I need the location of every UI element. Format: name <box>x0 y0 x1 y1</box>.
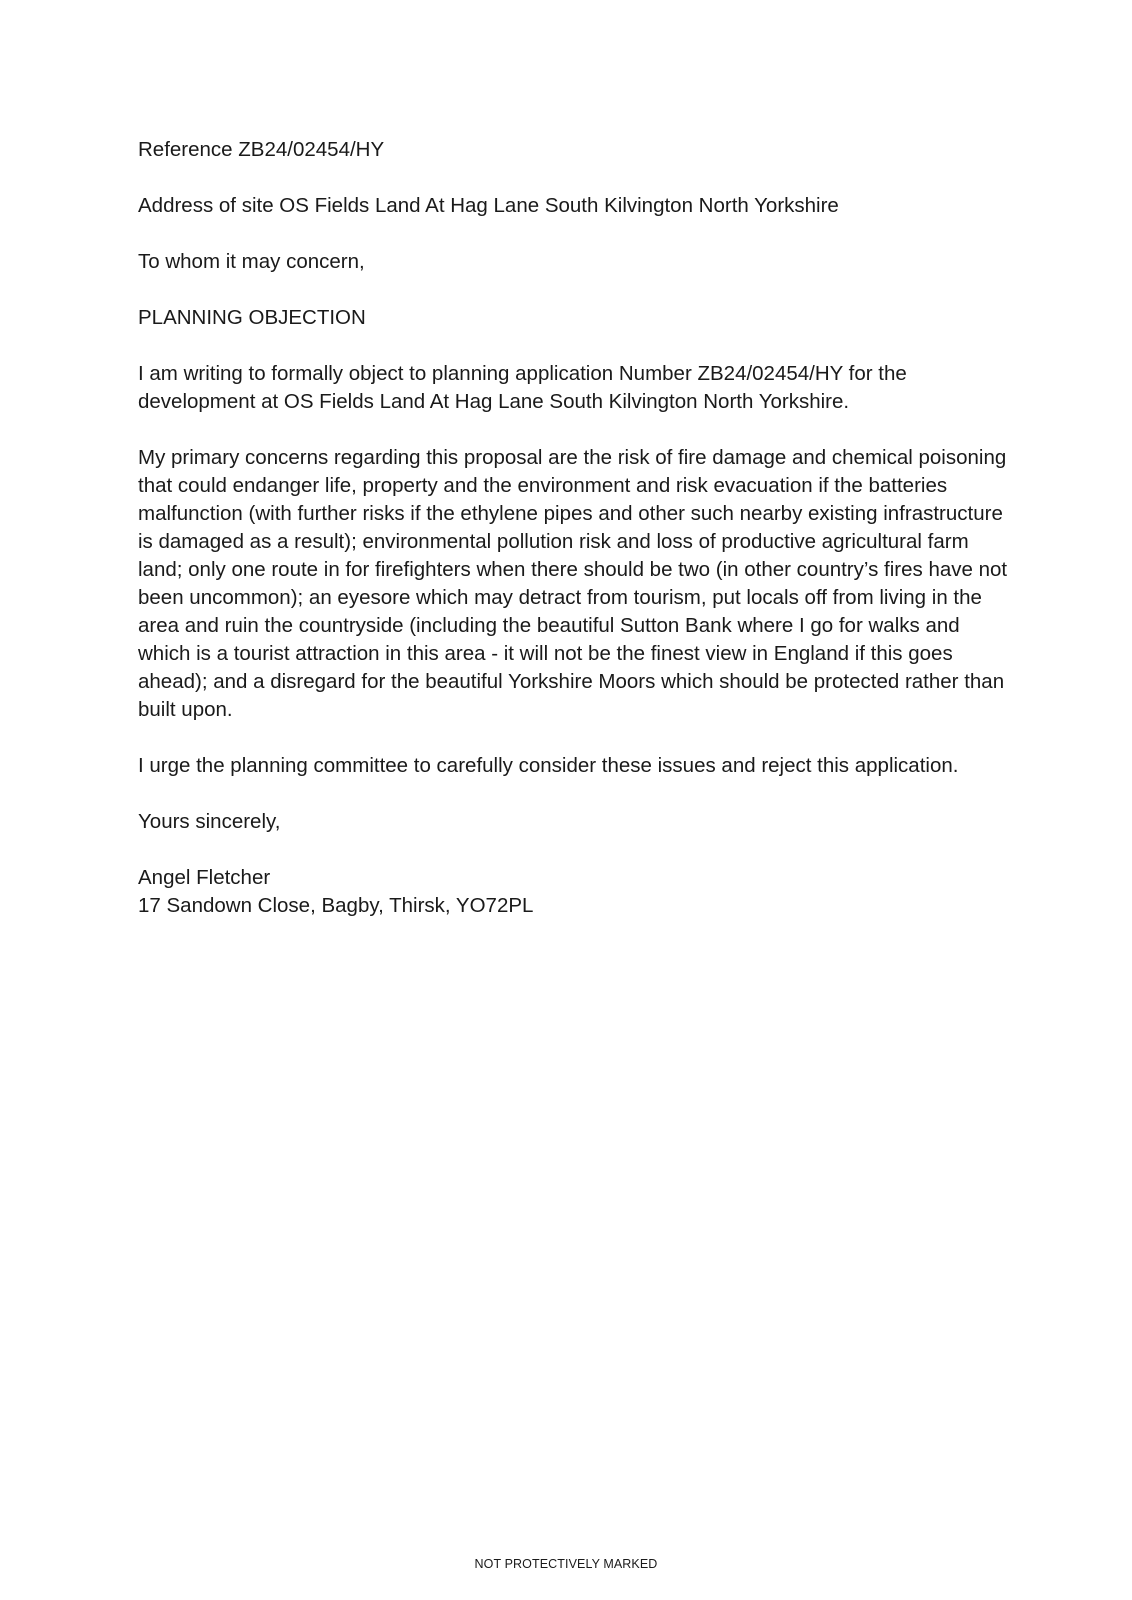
site-address-line: Address of site OS Fields Land At Hag Lane South Kilvington North Yorkshire <box>138 194 839 217</box>
signatory-address: 17 Sandown Close, Bagby, Thirsk, YO72PL <box>138 894 534 917</box>
letter-heading: PLANNING OBJECTION <box>138 306 366 329</box>
salutation: To whom it may concern, <box>138 250 365 273</box>
protective-marking-footer: NOT PROTECTIVELY MARKED <box>474 1557 658 1571</box>
letter-body <box>138 136 1008 920</box>
signatory-name: Angel Fletcher <box>138 866 271 889</box>
paragraph-request: I urge the planning committee to carefully consider these issues and reject this application. <box>138 754 959 777</box>
reference-line: Reference ZB24/02454/HY <box>138 138 385 161</box>
paragraph-concerns: My primary concerns regarding this proposal are the risk of fire damage and chemical poisoning that could endanger life, property and the environment and risk evacuation if the batteries malfunction (with further risks if the ethylene pipes and other such nearby existing infrastructure is damaged as a result); environmental pollution risk and loss of productive agricultural farm land; only one route in for firefighters when there should be two (in other country’s fires have not been uncommon); an eyesore which may detract from tourism, put locals off from living in the area and ruin the countryside (including the beautiful Sutton Bank where I go for walks and which is a tourist attraction in this area - it will not be the finest view in England if this goes ahead); and a disregard for the beautiful Yorkshire Moors which should be protected rather than built upon. <box>138 446 1008 721</box>
paragraph-objection: I am writing to formally object to planning application Number ZB24/02454/HY for the development at OS Fields Land At Hag Lane South Kilvington North Yorkshire. <box>138 362 907 413</box>
closing: Yours sincerely, <box>138 810 281 833</box>
